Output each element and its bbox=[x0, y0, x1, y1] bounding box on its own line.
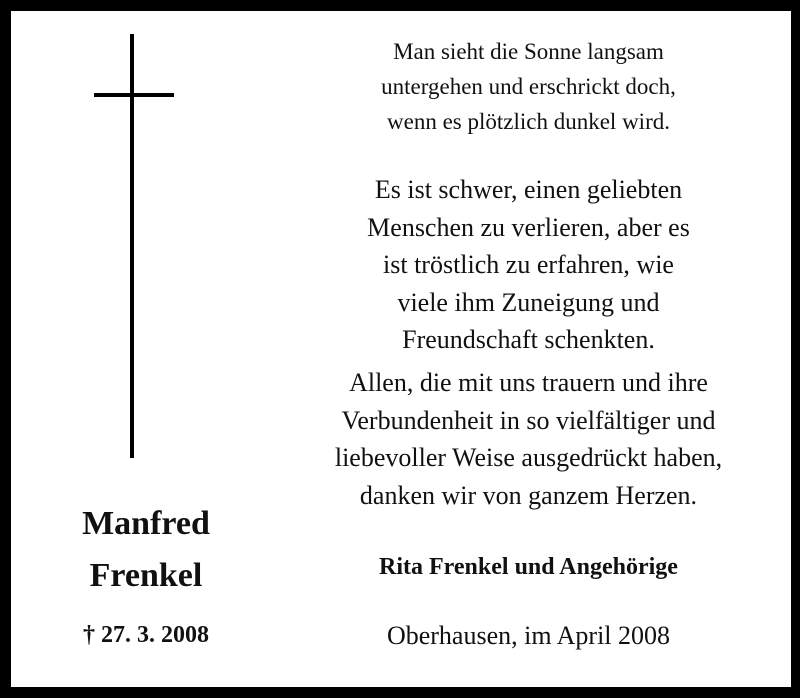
paragraph-line: viele ihm Zuneigung und bbox=[397, 287, 660, 317]
paragraph-line: Verbundenheit in so vielfältiger und bbox=[341, 405, 716, 435]
deceased-first-name: Manfred bbox=[82, 505, 210, 542]
paragraph-line: Allen, die mit uns trauern und ihre bbox=[349, 368, 708, 397]
place-date: Oberhausen, im April 2008 bbox=[386, 621, 671, 650]
condolence-paragraph bbox=[266, 171, 791, 359]
quote-line: Man sieht die Sonne langsam bbox=[393, 39, 664, 64]
paragraph-line: Menschen zu verlieren, aber es bbox=[367, 212, 690, 242]
quote-block bbox=[266, 34, 791, 139]
paragraph-line: ist tröstlich zu erfahren, wie bbox=[383, 250, 674, 279]
paragraph-line: Freundschaft schenkten. bbox=[402, 325, 655, 354]
cross-horizontal-bar bbox=[94, 93, 174, 97]
paragraph-line: Es ist schwer, einen geliebten bbox=[374, 175, 683, 204]
quote-line: untergehen und erschrickt doch, bbox=[381, 74, 676, 99]
cross-vertical-bar bbox=[130, 34, 134, 458]
signature: Rita Frenkel und Angehörige bbox=[379, 554, 678, 580]
paragraph-line: danken wir von ganzem Herzen. bbox=[359, 480, 698, 510]
deceased-last-name: Frenkel bbox=[89, 557, 203, 594]
death-date: † 27. 3. 2008 bbox=[83, 622, 209, 648]
thanks-paragraph bbox=[266, 364, 791, 514]
quote-line: wenn es plötzlich dunkel wird. bbox=[387, 109, 670, 134]
paragraph-line: liebevoller Weise ausgedrückt haben, bbox=[334, 443, 723, 472]
